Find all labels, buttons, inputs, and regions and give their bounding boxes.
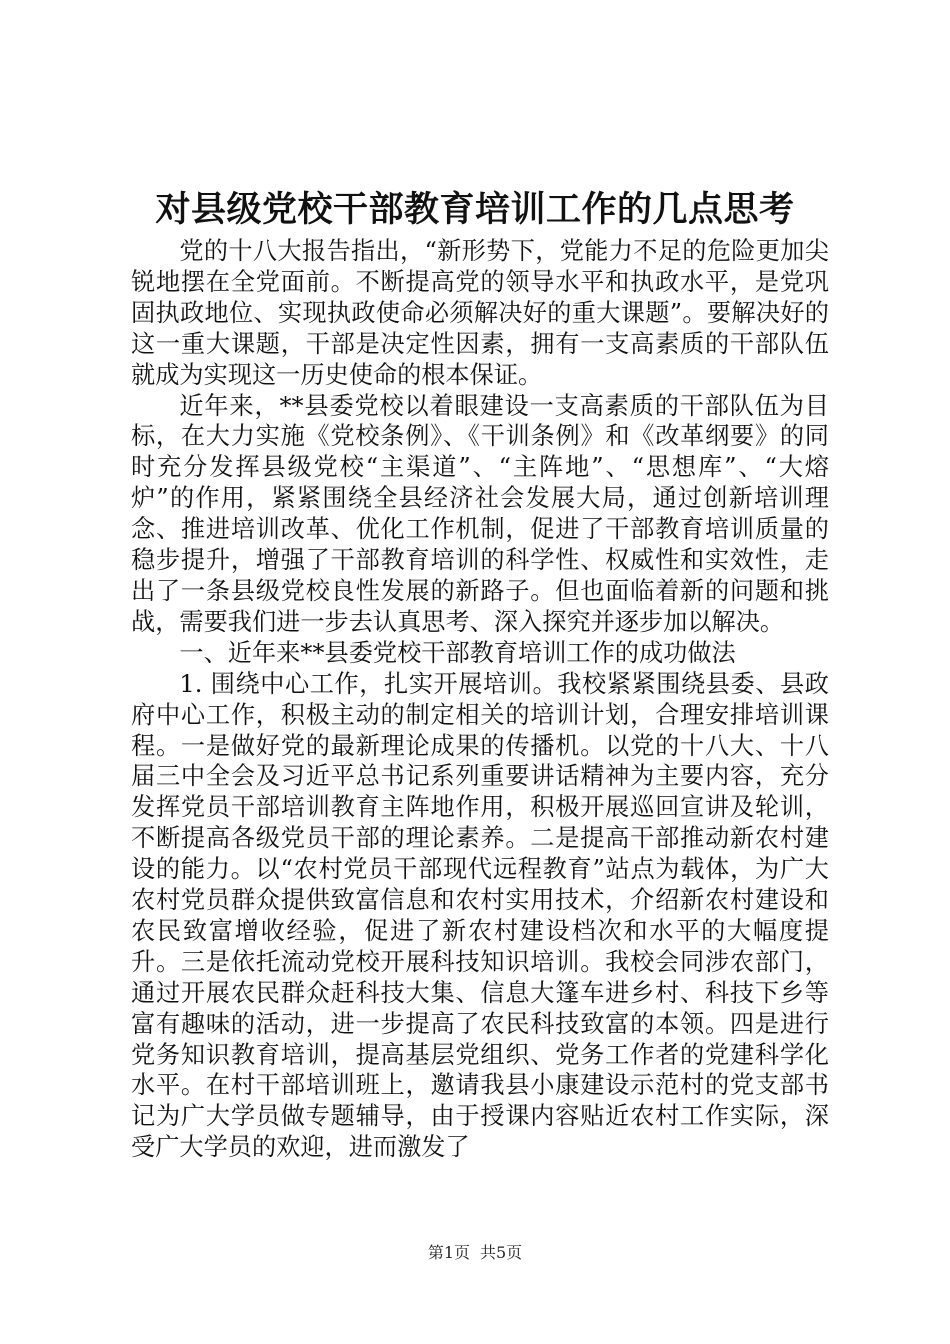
paragraph-intro: 党的十八大报告指出，“新形势下，党能力不足的危险更加尖锐地摆在全党面前。不断提高党的领导水平和执政水平，是党巩固执政地位、实现执政使命必须解决好的重大课题”。要解决好的这一重大课题，干部是决定性因素，拥有一支高素质的干部队伍就成为实现这一历史使命的根本保证。: [131, 237, 829, 389]
paragraph-point-1: 1. 围绕中心工作，扎实开展培训。我校紧紧围绕县委、县政府中心工作，积极主动的制定相关的培训计划，合理安排培训课程。一是做好党的最新理论成果的传播机。以党的十八大、十八届三中全会及习近平总书记系列重要讲话精神为主要内容，充分发挥党员干部培训教育主阵地作用，积极开展巡回宣讲及轮训，不断提高各级党员干部的理论素养。二是提高干部推动新农村建设的能力。以“农村党员干部现代远程教育”站点为载体，为广大农村党员群众提供致富信息和农村实用技术，介绍新农村建设和农民致富增收经验，促进了新农村建设档次和水平的大幅度提升。三是依托流动党校开展科技知识培训。我校会同涉农部门，通过开展农民群众赶科技大集、信息大篷车进乡村、科技下乡等富有趣味的活动，进一步提高了农民科技致富的本领。四是进行党务知识教育培训，提高基层党组织、党务工作者的党建科学化水平。在村干部培训班上，邀请我县小康建设示范村的党支部书记为广大学员做专题辅导，由于授课内容贴近农村工作实际，深受广大学员的欢迎，进而激发了: [131, 669, 829, 1162]
page-total: 共5页: [480, 1243, 523, 1262]
section-heading: 一、近年来**县委党校干部教育培训工作的成功做法: [179, 638, 736, 667]
document-title: 对县级党校干部教育培训工作的几点思考: [155, 189, 795, 230]
document-body: [131, 236, 829, 1163]
paragraph-background: 近年来，**县委党校以着眼建设一支高素质的干部队伍为目标，在大力实施《党校条例》、《干训条例》和《改革纲要》的同时充分发挥县级党校“主渠道”、“主阵地”、“思想库”、“大熔炉”的作用，紧紧围绕全县经济社会发展大局，通过创新培训理念、推进培训改革、优化工作机制，促进了干部教育培训质量的稳步提升，增强了干部教育培训的科学性、权威性和实效性，走出了一条县级党校良性发展的新路子。但也面临着新的问题和挑战，需要我们进一步去认真思考、深入探究并逐步加以解决。: [131, 391, 829, 636]
page-number: 第1页: [427, 1243, 470, 1262]
page-footer: [0, 1242, 950, 1264]
